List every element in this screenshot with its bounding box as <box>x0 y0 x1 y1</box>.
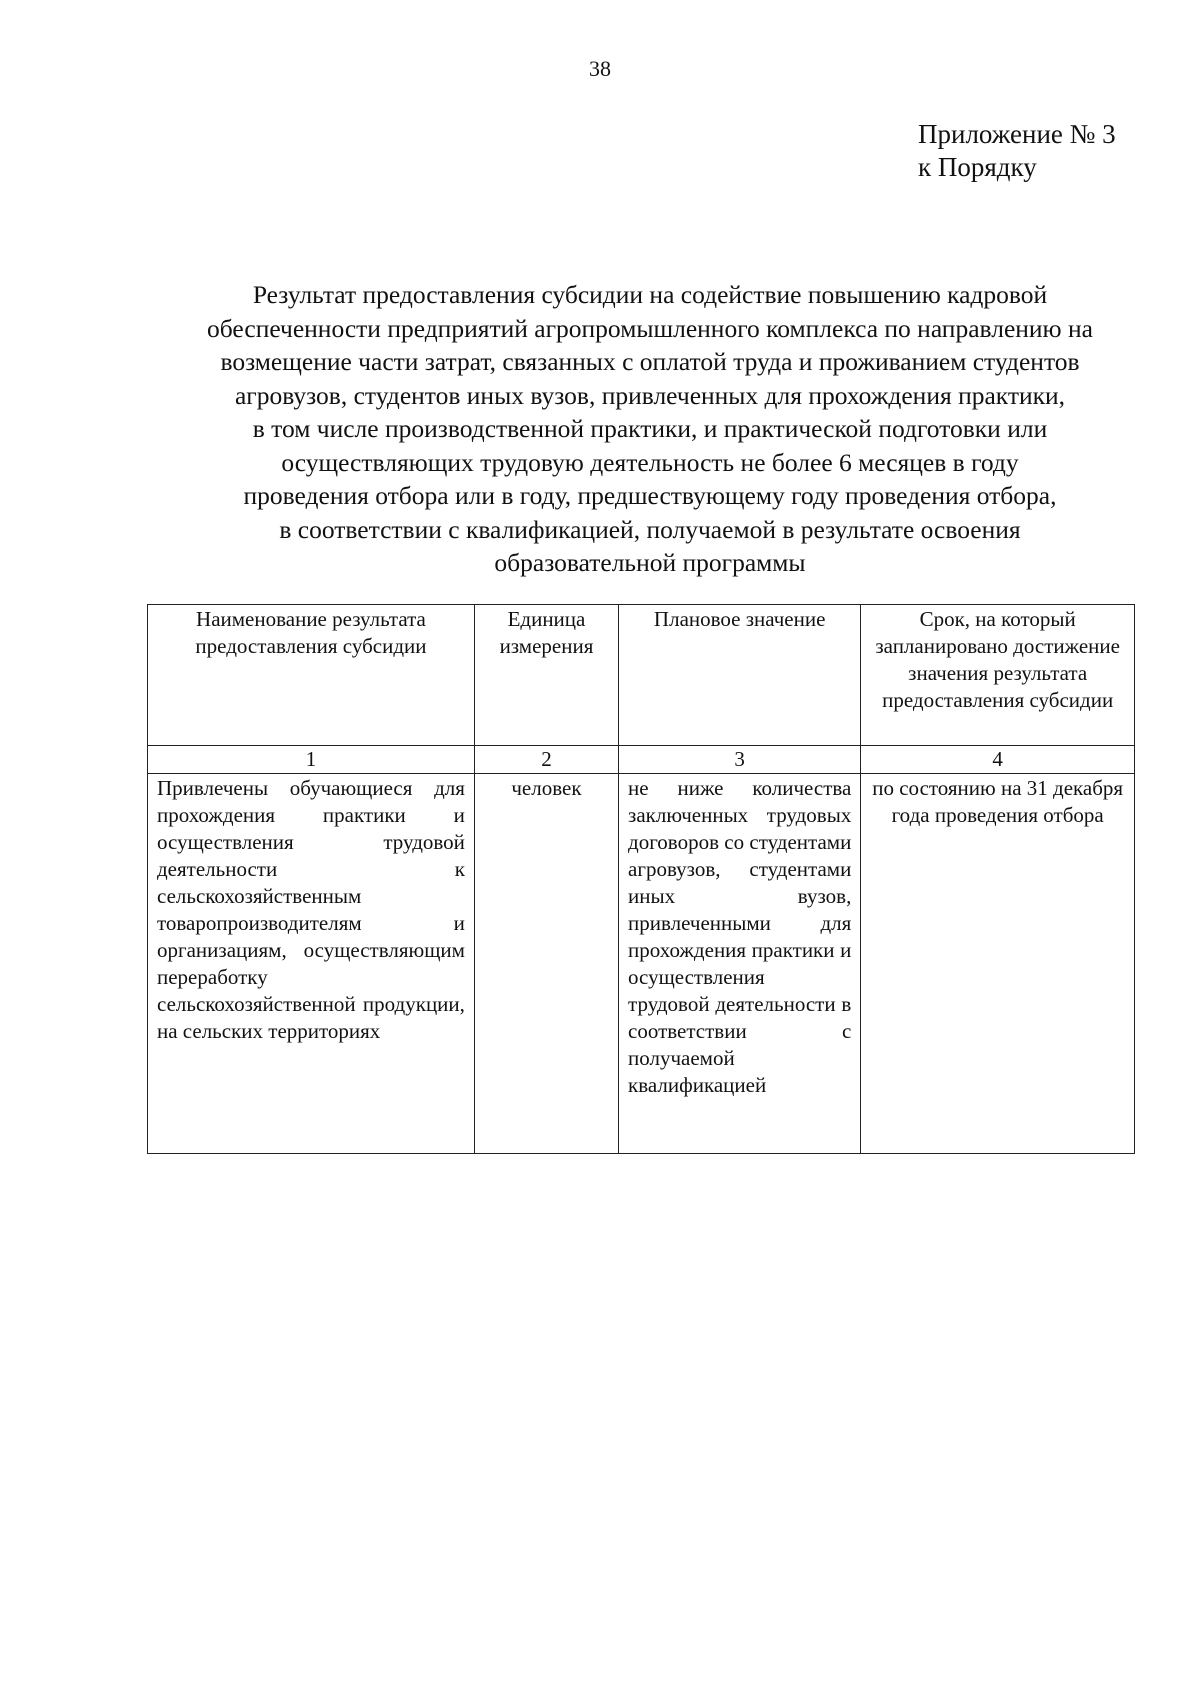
document-title <box>148 278 1152 580</box>
column-number: 1 <box>148 746 475 774</box>
cell-plan-value: не ниже количества заключенных трудовых договоров со студентами агровузов, студентами иных вузов, привлеченными для прохождения практики и осуществления трудовой деятельности в соответствии с получаемой квалификацией <box>619 774 861 1154</box>
title-line: обеспеченности предприятий агропромышленного комплекса по направлению на <box>207 313 1093 343</box>
header-result-name: Наименование результата предоставления субсидии <box>148 605 475 746</box>
title-line: возмещение части затрат, связанных с оплатой труда и проживанием студентов <box>220 347 1080 376</box>
header-deadline: Срок, на который запланировано достижение значения результата предоставления субсидии <box>861 605 1135 746</box>
table-row <box>148 774 1135 1154</box>
header-unit: Единица измерения <box>474 605 618 746</box>
column-number: 4 <box>861 746 1135 774</box>
cell-deadline: по состоянию на 31 декабря года проведения отбора <box>861 774 1135 1154</box>
column-number: 3 <box>619 746 861 774</box>
header-plan-value: Плановое значение <box>619 605 861 746</box>
cell-result-name: Привлечены обучающиеся для прохождения практики и осуществления трудовой деятельности к сельскохозяйственным товаропроизводителям и организациям, осуществляющим переработку сельскохозяйственной продукции, на сельских территориях <box>148 774 475 1154</box>
appendix-order: к Порядку <box>918 152 1037 182</box>
column-number: 2 <box>474 746 618 774</box>
appendix-number: Приложение № 3 <box>918 119 1116 149</box>
title-line: в том числе производственной практики, и практической подготовки или <box>252 414 1048 443</box>
title-line: осуществляющих трудовую деятельность не более 6 месяцев в году <box>281 447 1019 477</box>
column-number-row <box>148 746 1135 774</box>
cell-unit: человек <box>474 774 618 1154</box>
results-table <box>147 604 1135 1154</box>
title-line: Результат предоставления субсидии на содействие повышению кадровой <box>252 280 1048 309</box>
title-line: образовательной программы <box>494 548 806 577</box>
page-number: 38 <box>589 56 611 81</box>
table-header-row <box>148 605 1135 746</box>
title-line: проведения отбора или в году, предшествующему году проведения отбора, <box>243 481 1057 510</box>
title-line: агровузов, студентов иных вузов, привлеченных для прохождения практики, <box>234 380 1066 410</box>
title-line: в соответствии с квалификацией, получаемой в результате освоения <box>279 514 1021 544</box>
appendix-reference <box>918 118 1116 184</box>
